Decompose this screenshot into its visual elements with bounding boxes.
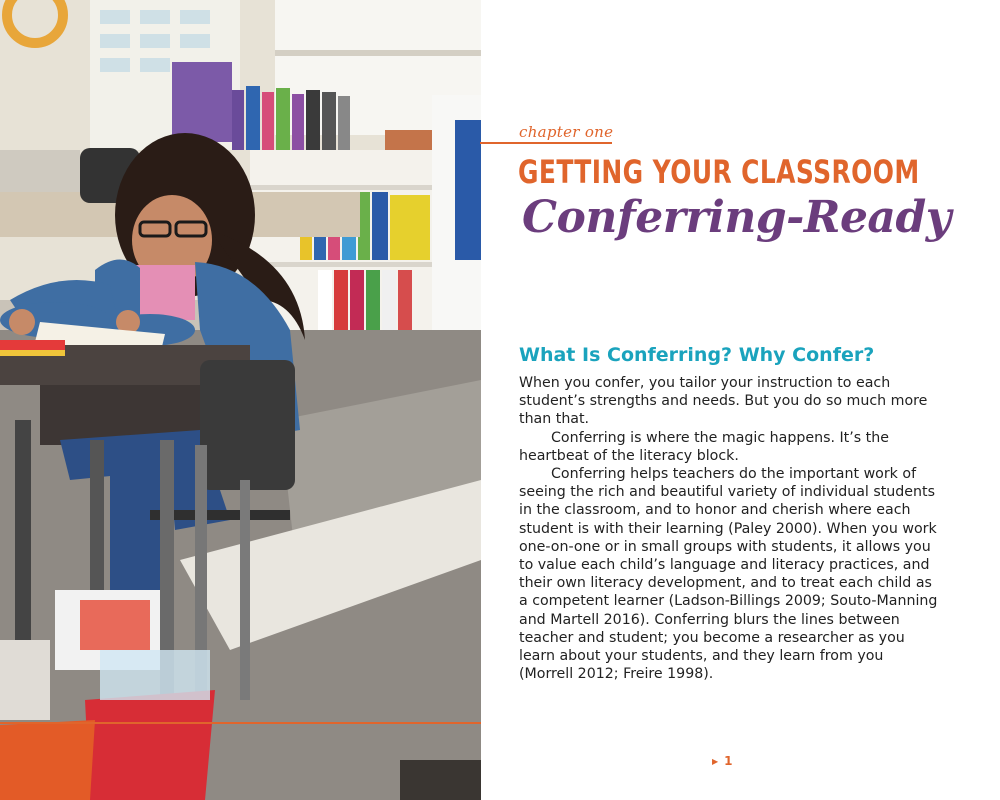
chapter-accent-rule [480, 142, 612, 144]
classroom-photo [0, 0, 481, 800]
chapter-label: chapter one [519, 123, 614, 141]
page-number [712, 754, 733, 768]
triangle-right-icon: ▶ [712, 757, 719, 766]
section-heading: What Is Conferring? Why Confer? [519, 344, 875, 366]
page-number-value: 1 [724, 754, 733, 768]
body-paragraph-3: Conferring helps teachers do the important work of seeing the rich and beautiful variety of individual students in the classroom, and to honor and cherish where each student is with their learning (Paley 2000). When you work one-on-one or in small groups with students, it allows you to value each child’s language and literacy practices, and their own literacy development, and to treat each child as a competent learner (Ladson-Billings 2009; Souto-Manning and Martell 2016). Conferring blurs the lines between teacher and student; you become a researcher as you learn about your students, and they learn from you (Morrell 2012; Freire 1998). [519, 466, 938, 683]
classroom-photo-illustration [0, 0, 481, 800]
body-text [519, 374, 939, 683]
bottom-accent-rule [0, 722, 481, 724]
chapter-title-line-1: GETTING YOUR CLASSROOM [518, 153, 920, 191]
chapter-title-line-2: Conferring-Ready [522, 192, 951, 243]
body-paragraph-1: When you confer, you tailor your instruction to each student’s strengths and needs. But you do so much more than that. [519, 375, 928, 428]
body-paragraph-2: Conferring is where the magic happens. It’s the heartbeat of the literacy block. [519, 429, 889, 464]
